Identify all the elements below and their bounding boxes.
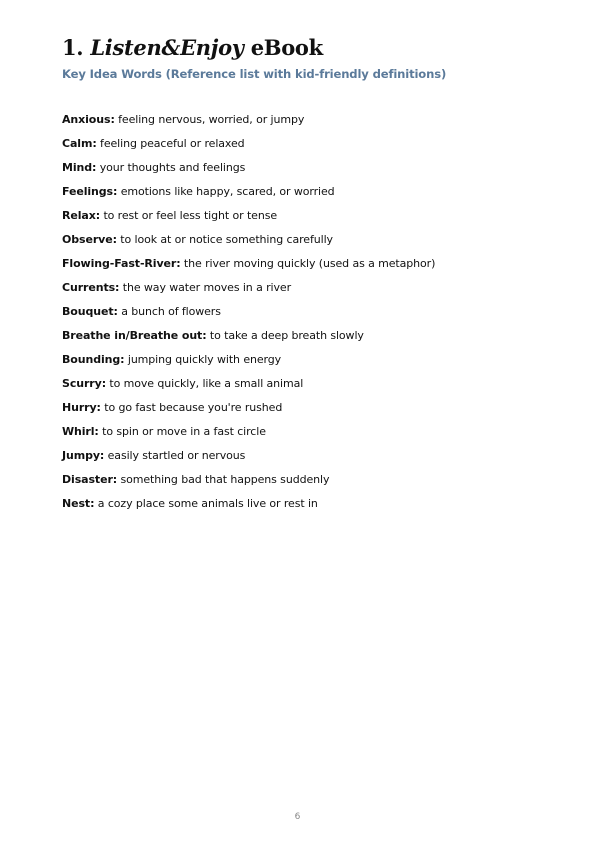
term-definition: your thoughts and feelings	[99, 161, 246, 174]
term-item	[62, 448, 542, 472]
term-definition: a bunch of flowers	[121, 305, 221, 318]
term-definition: a cozy place some animals live or rest in	[97, 497, 318, 510]
term-definition: to go fast because you're rushed	[104, 401, 283, 414]
term-definition: something bad that happens suddenly	[120, 473, 330, 486]
term-word: Disaster:	[62, 473, 118, 486]
term-word: Currents:	[62, 281, 120, 294]
term-word: Nest:	[62, 497, 95, 510]
page-subtitle: Key Idea Words (Reference list with kid-friendly definitions)	[62, 67, 447, 81]
term-word: Hurry:	[62, 401, 101, 414]
page-title	[62, 34, 542, 62]
page-content	[62, 34, 542, 520]
term-word: Observe:	[62, 233, 117, 246]
term-item	[62, 112, 542, 136]
term-item	[62, 424, 542, 448]
term-definition: to rest or feel less tight or tense	[103, 209, 277, 222]
term-item	[62, 352, 542, 376]
term-item	[62, 232, 542, 256]
term-item	[62, 160, 542, 184]
term-word: Jumpy:	[62, 449, 105, 462]
term-definition: to spin or move in a fast circle	[102, 425, 266, 438]
term-item	[62, 496, 542, 520]
term-word: Scurry:	[62, 377, 106, 390]
term-definition: feeling peaceful or relaxed	[100, 137, 245, 150]
term-item	[62, 136, 542, 160]
term-word: Bounding:	[62, 353, 125, 366]
term-definition: the way water moves in a river	[122, 281, 291, 294]
term-item	[62, 184, 542, 208]
term-word: Relax:	[62, 209, 101, 222]
term-definition: jumping quickly with energy	[127, 353, 282, 366]
term-word: Bouquet:	[62, 305, 118, 318]
term-item	[62, 280, 542, 304]
term-definition: to move quickly, like a small animal	[109, 377, 304, 390]
term-word: Mind:	[62, 161, 97, 174]
term-definition: easily startled or nervous	[107, 449, 246, 462]
title-suffix: eBook	[250, 35, 323, 60]
term-item	[62, 400, 542, 424]
term-definition: emotions like happy, scared, or worried	[120, 185, 335, 198]
term-item	[62, 328, 542, 352]
page-number: 6	[294, 812, 301, 822]
term-item	[62, 304, 542, 328]
term-word: Feelings:	[62, 185, 118, 198]
term-item	[62, 376, 542, 400]
term-definition: feeling nervous, worried, or jumpy	[118, 113, 305, 126]
term-word: Calm:	[62, 137, 97, 150]
term-item	[62, 472, 542, 496]
title-number: 1.	[62, 35, 84, 60]
term-item	[62, 256, 542, 280]
term-definition: the river moving quickly (used as a metaphor)	[183, 257, 436, 270]
term-list	[62, 112, 542, 520]
title-brand: Listen&Enjoy	[90, 35, 244, 60]
term-item	[62, 208, 542, 232]
term-definition: to look at or notice something carefully	[120, 233, 333, 246]
term-definition: to take a deep breath slowly	[209, 329, 364, 342]
term-word: Whirl:	[62, 425, 99, 438]
term-word: Anxious:	[62, 113, 115, 126]
term-word: Flowing-Fast-River:	[62, 257, 181, 270]
term-word: Breathe in/Breathe out:	[62, 329, 207, 342]
